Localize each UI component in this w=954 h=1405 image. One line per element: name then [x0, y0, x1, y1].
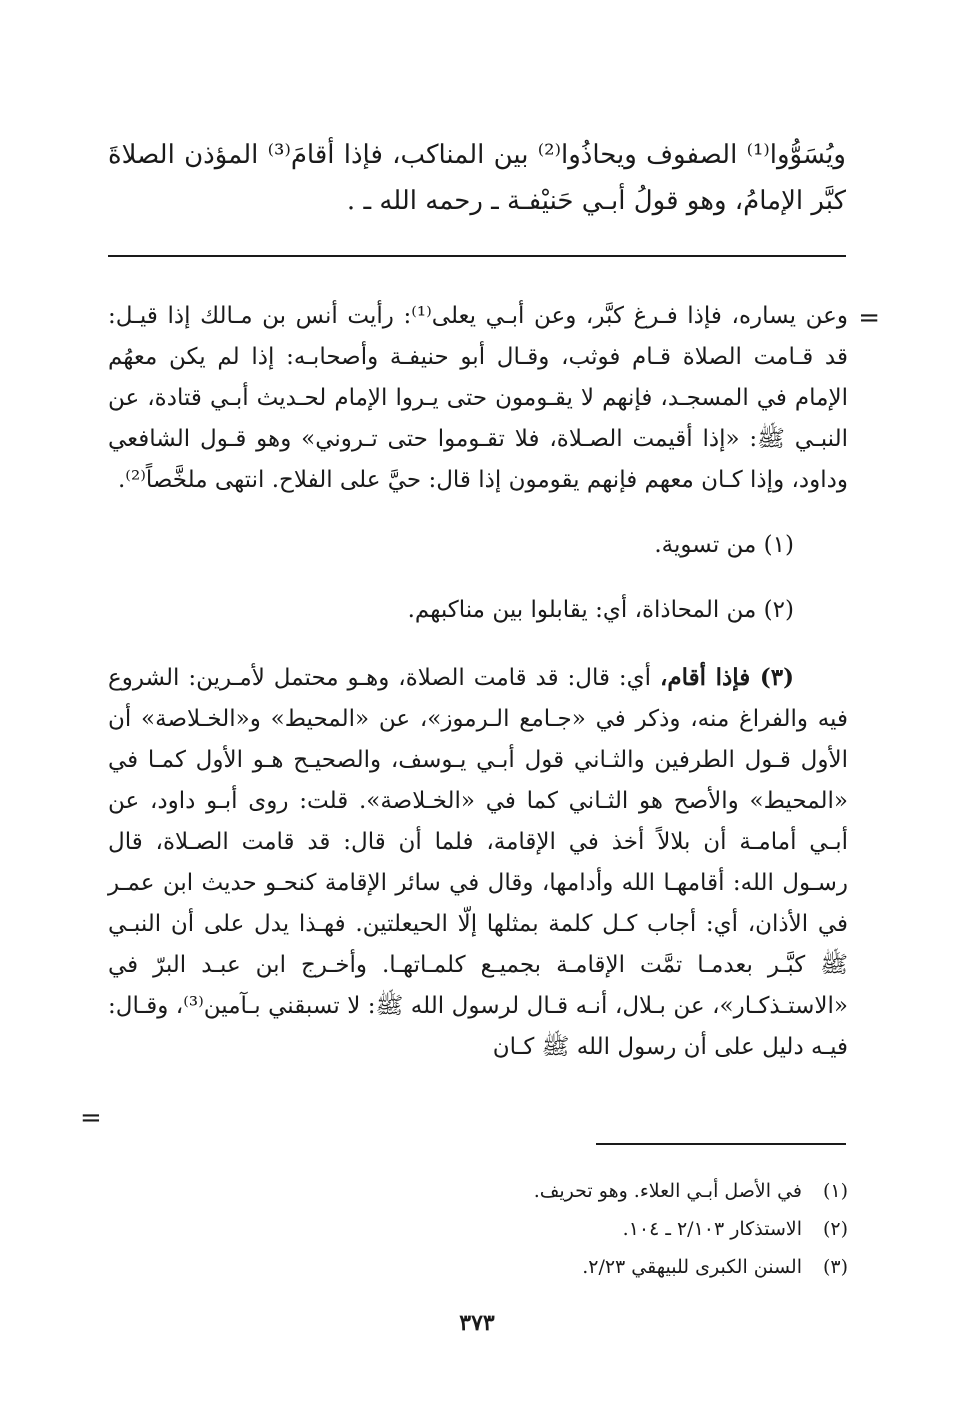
continuation-mark-bottom: = — [80, 1103, 102, 1133]
footnote-text: في الأصل أبـي العلاء. وهو تحريف. — [533, 1180, 802, 1202]
commentary-note-3 — [108, 657, 848, 1068]
footnote-text: الاستذكار ٢/١٠٣ ـ ١٠٤. — [622, 1218, 802, 1240]
commentary-note-1: (١) من تسوية. — [654, 532, 794, 558]
footnote-text: السنن الكبرى للبيهقي ٢/٢٣. — [582, 1256, 802, 1278]
footnote-2 — [248, 1210, 848, 1248]
footnotes — [248, 1172, 848, 1286]
continuation-mark-top: = — [858, 303, 880, 333]
commentary — [108, 296, 848, 1068]
main-text-paragraph: ويُسَوُّوا⁽¹⁾ الصفوف ويحاذُوا⁽²⁾ بين المناكب، فإذا أقامَ⁽³⁾ المؤذن الصلاةَ كبَّر الإمامُ، وهو قولُ أبـي حَنيْفـة ـ رحمه الله ـ . — [108, 140, 846, 216]
commentary-paragraph-1: وعن يساره، فإذا فـرغ كبَّر، وعن أبـي يعلى⁽¹⁾: رأيت أنس بن مـالك إذا قيـل: قد قـامت الصلاة قـام فوثب، وقـال أبو حنيفـة وأصحابـه: إذا لم يكن معهُم الإمام في المسجـد، فإنهم لا يقـومون حتى يـروا الإمام لحـديث أبـي قتادة، عن النبـي ﷺ: «إذا أقيمت الصـلاة، فلا تقـوموا حتى تـروني» وهو قـول الشافعي وداود، وإذا كـان معهم فإنهم يقومون إذا قال: حيَّ على الفلاح. انتهى ملخَّصاً⁽²⁾. — [108, 303, 848, 493]
footnote-3 — [248, 1248, 848, 1286]
footnote-separator — [596, 1143, 846, 1145]
footnote-number: (٢) — [822, 1218, 848, 1240]
main-text — [108, 132, 846, 224]
page-number: ٣٧٣ — [459, 1310, 495, 1336]
footnote-1 — [248, 1172, 848, 1210]
footnote-number: (١) — [822, 1180, 848, 1202]
commentary-note-3-text: أي: قال: قد قامت الصلاة، وهـو محتمل لأمـرين: الشروع فيه والفراغ منه، وذكر في «جـامع الـرموز»، عن «المحيط» و«الخـلاصة» أن الأول قـول الطرفين والثـاني قول أبـي يـوسف، والصحيـح هـو الأول كمـا في «المحيط» والأصح هو الثـاني كما في «الخـلاصة». قلت: روى أبـو داود، عن أبـي أمامـة أن بلالاً أخذ في الإقامة، فلما أن قال: قد قامت الصـلاة، قال رسـول الله: أقامهـا الله وأدامها، وقال في سائر الإقامة كنحـو حديث ابن عمـر في الأذان، أي: أجاب كـل كلمة بمثلها إلّا الحيعلتين. فهـذا يدل على أن النبـي ﷺ كبَّـر بعدمـا تمَّت الإقامـة بجميـع كلمـاتهـا. وأخـرج ابن عبـد البرّ في «الاستـذكـار»، عن بـلال، أنـه قـال لرسول الله ﷺ: لا تسبقني بـآمين⁽³⁾، وقـال: فيـه دليل على أن رسول الله ﷺ كـان — [108, 665, 848, 1060]
main-text-separator — [108, 255, 846, 257]
commentary-note-2: (٢) من المحاذاة، أي: يقابلوا بين مناكبهم. — [407, 597, 794, 623]
footnote-number: (٣) — [822, 1256, 848, 1278]
commentary-note-3-label: (٣) فإذا أقام، — [659, 664, 794, 691]
